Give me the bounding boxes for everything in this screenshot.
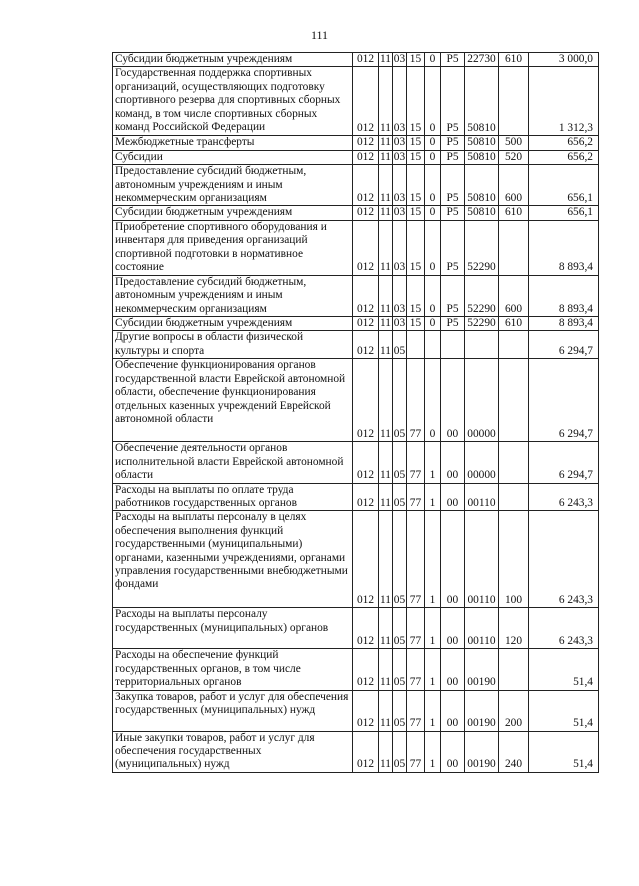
table-row [113,690,599,731]
amount: 656,2 [529,150,599,164]
direction-code: 50810 [465,67,499,136]
subsection-code: 03 [393,67,407,136]
program-code: 77 [407,511,425,608]
amount: 6 243,3 [529,608,599,649]
grbs-code: 012 [353,317,379,331]
expense-type-code: 610 [499,317,529,331]
table-row [113,649,599,690]
grbs-code: 012 [353,511,379,608]
program-code: 15 [407,53,425,67]
project-code: 00 [441,511,465,608]
subsection-code: 05 [393,690,407,731]
project-code: P5 [441,67,465,136]
row-name: Субсидии бюджетным учреждениям [113,206,353,220]
section-code: 11 [379,690,393,731]
subprogram-code: 1 [425,731,441,772]
expense-type-code: 120 [499,608,529,649]
amount: 656,2 [529,136,599,150]
row-name: Расходы на выплаты по оплате труда работников государственных органов [113,483,353,511]
subsection-code: 03 [393,275,407,316]
direction-code: 22730 [465,53,499,67]
table-row [113,608,599,649]
direction-code: 50810 [465,136,499,150]
expense-type-code: 610 [499,53,529,67]
program-code: 77 [407,690,425,731]
expense-type-code: 610 [499,206,529,220]
grbs-code: 012 [353,331,379,359]
expense-type-code: 240 [499,731,529,772]
project-code: P5 [441,275,465,316]
project-code: P5 [441,53,465,67]
subsection-code: 03 [393,150,406,163]
expense-type-code: 100 [499,511,529,608]
row-name: Обеспечение деятельности органов исполнительной власти Еврейской автономной области [113,442,353,483]
direction-code: 50810 [465,165,499,206]
grbs-code: 012 [353,136,379,150]
direction-code: 52290 [465,220,499,275]
section-code: 11 [379,331,393,359]
subprogram-code: 0 [425,150,441,164]
subsection-code: 05 [393,331,407,359]
table-row [113,442,599,483]
row-name: Межбюджетные трансферты [113,136,353,150]
subprogram-code: 1 [425,511,441,608]
program-code: 15 [407,150,425,164]
project-code: 00 [441,608,465,649]
direction-code: 00190 [465,649,499,690]
subsection-code: 03 [393,317,406,330]
row-name: Субсидии бюджетным учреждениям [113,53,353,67]
subsection-code: 05 [393,359,407,442]
program-code: 15 [407,275,425,316]
subsection-code: 05 [393,649,407,690]
expense-type-code [499,649,529,690]
expense-type-code [499,442,529,483]
amount: 3 000,0 [529,53,599,67]
project-code: P5 [441,317,465,331]
subprogram-code: 0 [425,317,441,331]
subprogram-code: 0 [425,206,441,220]
expense-type-code [499,67,529,136]
subprogram-code: 1 [425,649,441,690]
expense-type-code: 200 [499,690,529,731]
section-code: 11 [380,150,391,163]
expense-type-code [499,483,529,511]
section-code: 11 [379,511,393,608]
amount: 51,4 [529,649,599,690]
table-row [113,206,599,220]
project-code: 00 [441,442,465,483]
grbs-code: 012 [353,275,379,316]
grbs-code: 012 [353,67,379,136]
direction-code: 00110 [465,483,499,511]
section-code: 11 [379,731,393,772]
subprogram-code: 1 [425,608,441,649]
project-code: P5 [441,220,465,275]
subprogram-code: 0 [425,53,441,67]
project-code: 00 [441,731,465,772]
section-code: 11 [379,608,393,649]
row-name: Другие вопросы в области физической культуры и спорта [113,331,353,359]
program-code: 77 [407,442,425,483]
subprogram-code: 1 [425,690,441,731]
direction-code: 50810 [465,206,499,220]
section-code: 11 [379,220,393,275]
direction-code: 00190 [465,731,499,772]
subprogram-code: 0 [425,275,441,316]
project-code: 00 [441,359,465,442]
program-code: 77 [407,608,425,649]
program-code: 77 [407,731,425,772]
subsection-code: 05 [393,483,407,511]
table-row [113,275,599,316]
amount: 6 294,7 [529,359,599,442]
row-name: Субсидии бюджетным учреждениям [113,317,353,331]
direction-code: 00000 [465,359,499,442]
table-row [113,53,599,67]
project-code [441,331,465,359]
project-code: 00 [441,649,465,690]
row-name: Расходы на выплаты персоналу в целях обеспечения выполнения функций государственными (муниципальными) органами, казенными учреждениями, органами управления государственными внебюджетными фондами [113,511,353,608]
program-code: 77 [407,359,425,442]
expense-type-code [499,220,529,275]
section-code: 11 [380,206,391,219]
grbs-code: 012 [353,150,379,164]
subprogram-code: 1 [425,483,441,511]
section-code: 11 [380,317,391,330]
table-row [113,136,599,150]
amount: 6 243,3 [529,483,599,511]
subsection-code: 03 [393,136,406,149]
amount: 6 294,7 [529,442,599,483]
table-row [113,483,599,511]
subprogram-code: 0 [425,359,441,442]
direction-code: 00000 [465,442,499,483]
grbs-code: 012 [353,220,379,275]
project-code: 00 [441,483,465,511]
program-code: 15 [407,317,425,331]
subsection-code: 03 [393,53,406,65]
project-code: P5 [441,165,465,206]
subsection-code: 05 [393,731,407,772]
row-name: Предоставление субсидий бюджетным, автономным учреждениям и иным некоммерческим организациям [113,275,353,316]
subsection-code: 03 [393,165,407,206]
program-code: 77 [407,483,425,511]
subsection-code: 03 [393,206,406,219]
table-body [113,53,599,773]
expense-type-code: 600 [499,275,529,316]
program-code: 15 [407,220,425,275]
section-code: 11 [379,483,393,511]
row-name: Обеспечение функционирования органов государственной власти Еврейской автономной области, обеспечение функционирования отдельных казенных учреждений Еврейской автономной области [113,359,353,442]
grbs-code: 012 [353,53,379,67]
section-code: 11 [379,67,393,136]
row-name: Закупка товаров, работ и услуг для обеспечения государственных (муниципальных) нужд [113,690,353,731]
project-code: P5 [441,206,465,220]
grbs-code: 012 [353,731,379,772]
row-name: Государственная поддержка спортивных организаций, осуществляющих подготовку спортивного резерва для спортивных сборных команд, в том числе спортивных сборных команд Российской Федерации [113,67,353,136]
subprogram-code: 0 [425,220,441,275]
grbs-code: 012 [353,608,379,649]
subsection-code: 05 [393,511,407,608]
program-code: 15 [407,136,425,150]
section-code: 11 [379,165,393,206]
amount: 1 312,3 [529,67,599,136]
budget-table [112,52,599,773]
table-row [113,731,599,772]
table-row [113,165,599,206]
program-code: 15 [407,165,425,206]
program-code [407,331,425,359]
subsection-code: 03 [393,220,407,275]
section-code: 11 [379,359,393,442]
row-name: Расходы на обеспечение функций государственных органов, в том числе территориальных органов [113,649,353,690]
row-name: Предоставление субсидий бюджетным, автономным учреждениям и иным некоммерческим организациям [113,165,353,206]
grbs-code: 012 [353,442,379,483]
expense-type-code [499,359,529,442]
project-code: P5 [441,136,465,150]
expense-type-code [499,331,529,359]
direction-code: 52290 [465,317,499,331]
row-name: Субсидии [113,150,353,164]
subprogram-code: 1 [425,442,441,483]
subsection-code: 05 [393,442,407,483]
row-name: Приобретение спортивного оборудования и инвентаря для приведения организаций спортивной подготовки в нормативное состояние [113,220,353,275]
grbs-code: 012 [353,483,379,511]
section-code: 11 [379,275,393,316]
direction-code: 00110 [465,511,499,608]
amount: 8 893,4 [529,220,599,275]
page-number: 111 [310,28,329,42]
project-code: 00 [441,690,465,731]
program-code: 77 [407,649,425,690]
direction-code: 00110 [465,608,499,649]
amount: 6 243,3 [529,511,599,608]
section-code: 11 [380,53,391,65]
expense-type-code: 600 [499,165,529,206]
program-code: 15 [407,206,425,220]
amount: 656,1 [529,165,599,206]
table-row [113,359,599,442]
subsection-code: 05 [393,608,407,649]
amount: 51,4 [529,690,599,731]
subprogram-code [425,331,441,359]
direction-code: 52290 [465,275,499,316]
amount: 656,1 [529,206,599,220]
section-code: 11 [379,442,393,483]
expense-type-code: 500 [499,136,529,150]
subprogram-code: 0 [425,165,441,206]
project-code: P5 [441,150,465,164]
grbs-code: 012 [353,649,379,690]
row-name: Расходы на выплаты персоналу государственных (муниципальных) органов [113,608,353,649]
amount: 6 294,7 [529,331,599,359]
table-row [113,67,599,136]
table-row [113,150,599,164]
table-row [113,331,599,359]
row-name: Иные закупки товаров, работ и услуг для обеспечения государственных (муниципальных) нужд [113,731,353,772]
amount: 51,4 [529,731,599,772]
subprogram-code: 0 [425,136,441,150]
amount: 8 893,4 [529,275,599,316]
direction-code [465,331,499,359]
grbs-code: 012 [353,359,379,442]
section-code: 11 [379,649,393,690]
program-code: 15 [407,67,425,136]
grbs-code: 012 [353,165,379,206]
expense-type-code: 520 [499,150,529,164]
table-row [113,220,599,275]
grbs-code: 012 [353,690,379,731]
direction-code: 00190 [465,690,499,731]
section-code: 11 [380,136,391,149]
subprogram-code: 0 [425,67,441,136]
direction-code: 50810 [465,150,499,164]
table-row [113,511,599,608]
grbs-code: 012 [353,206,379,220]
amount: 8 893,4 [529,317,599,331]
table-row [113,317,599,331]
